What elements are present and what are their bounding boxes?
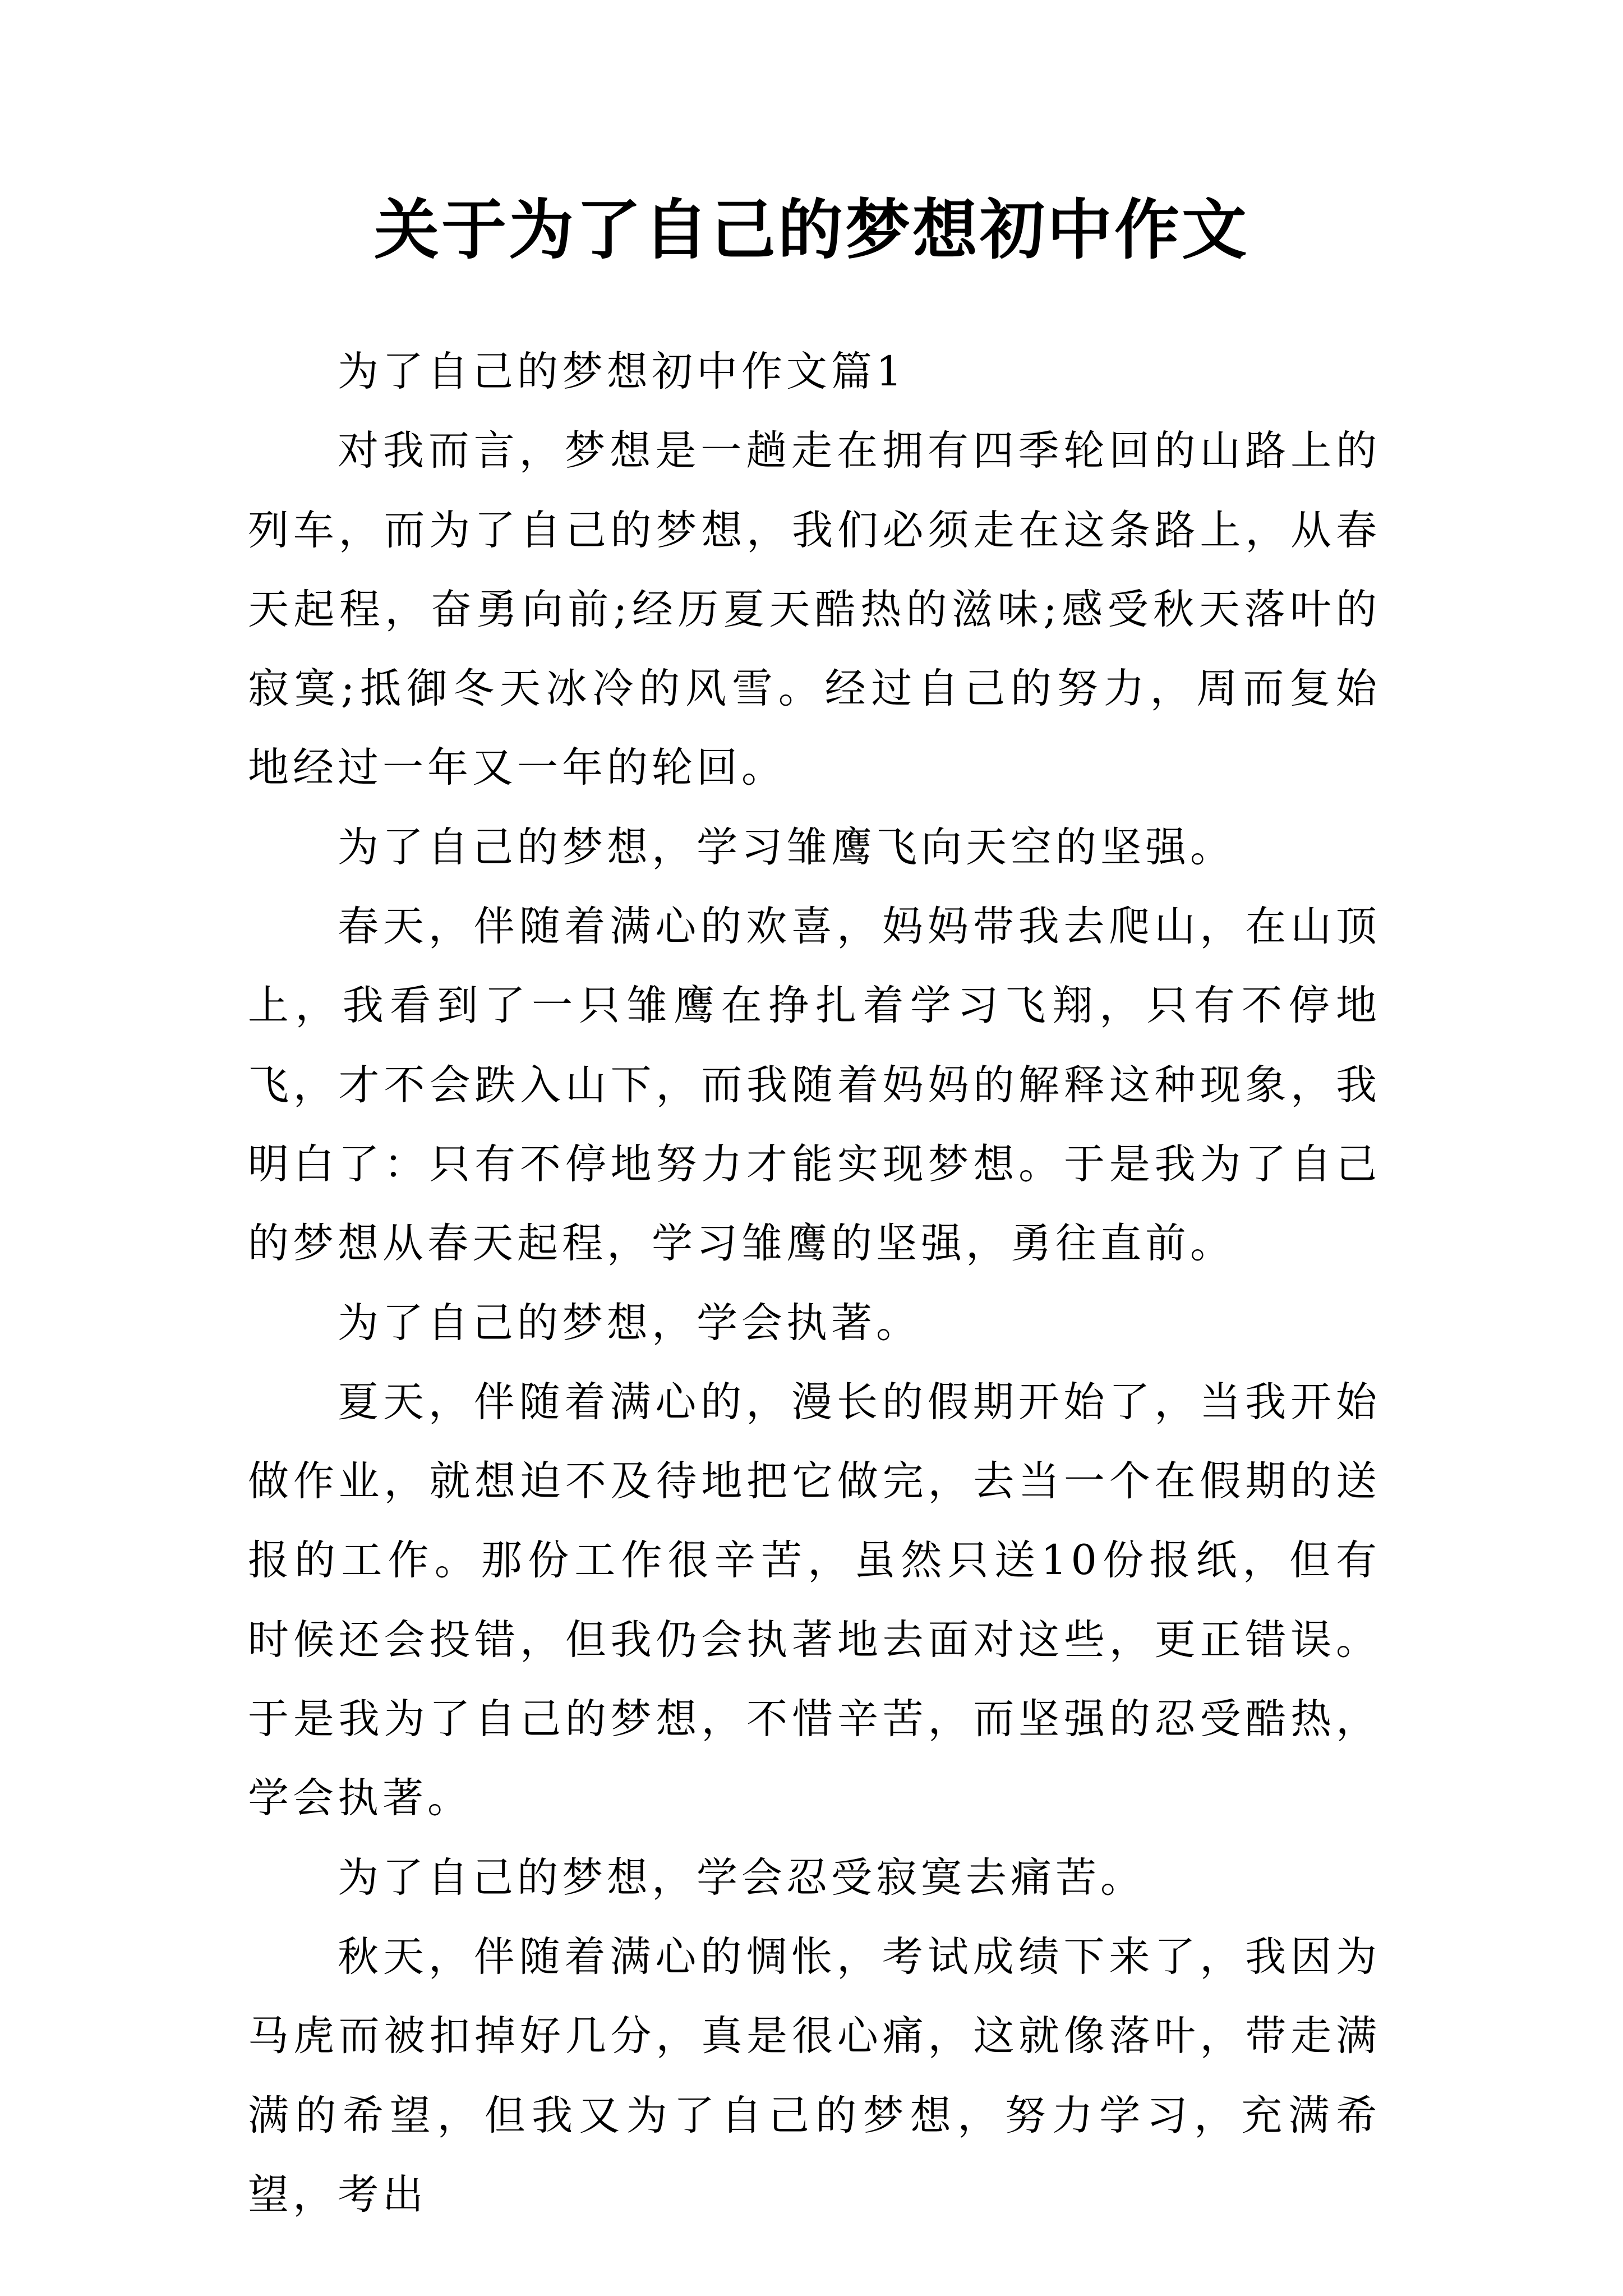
section-heading: 为了自己的梦想初中作文篇1 — [338, 348, 906, 395]
body-paragraph: 春天，伴随着满心的欢喜，妈妈带我去爬山，在山顶上，我看到了一只雏鹰在挣扎着学习飞翔，只有不停地飞，才不会跌入山下，而我随着妈妈的解释这种现象，我明白了：只有不停地努力才能实现梦想。于是我为了自己的梦想从春天起程，学习雏鹰的坚强，勇往直前。 — [248, 903, 1381, 1268]
subheading-paragraph: 为了自己的梦想，学习雏鹰飞向天空的坚强。 — [338, 823, 1235, 871]
document-body — [248, 332, 1381, 2234]
document-title: 关于为了自己的梦想初中作文 — [374, 192, 1249, 268]
subheading-paragraph: 为了自己的梦想，学会执著。 — [338, 1299, 921, 1347]
subheading-paragraph: 为了自己的梦想，学会忍受寂寞去痛苦。 — [338, 1853, 1145, 1902]
body-paragraph: 秋天，伴随着满心的惆怅，考试成绩下来了，我因为马虎而被扣掉好几分，真是很心痛，这就像落叶，带走满满的希望，但我又为了自己的梦想，努力学习，充满希望，考出 — [248, 1932, 1381, 2219]
body-paragraph: 夏天，伴随着满心的，漫长的假期开始了，当我开始做作业，就想迫不及待地把它做完，去当一个在假期的送报的工作。那份工作很辛苦，虽然只送10份报纸，但有时候还会投错，但我仍会执著地去面对这些，更正错误。于是我为了自己的梦想，不惜辛苦，而坚强的忍受酷热，学会执著。 — [248, 1378, 1381, 1823]
body-paragraph: 对我而言，梦想是一趟走在拥有四季轮回的山路上的列车，而为了自己的梦想，我们必须走在这条路上，从春天起程，奋勇向前;经历夏天酷热的滋味;感受秋天落叶的寂寞;抵御冬天冰冷的风雪。经过自己的努力，周而复始地经过一年又一年的轮回。 — [248, 427, 1381, 792]
